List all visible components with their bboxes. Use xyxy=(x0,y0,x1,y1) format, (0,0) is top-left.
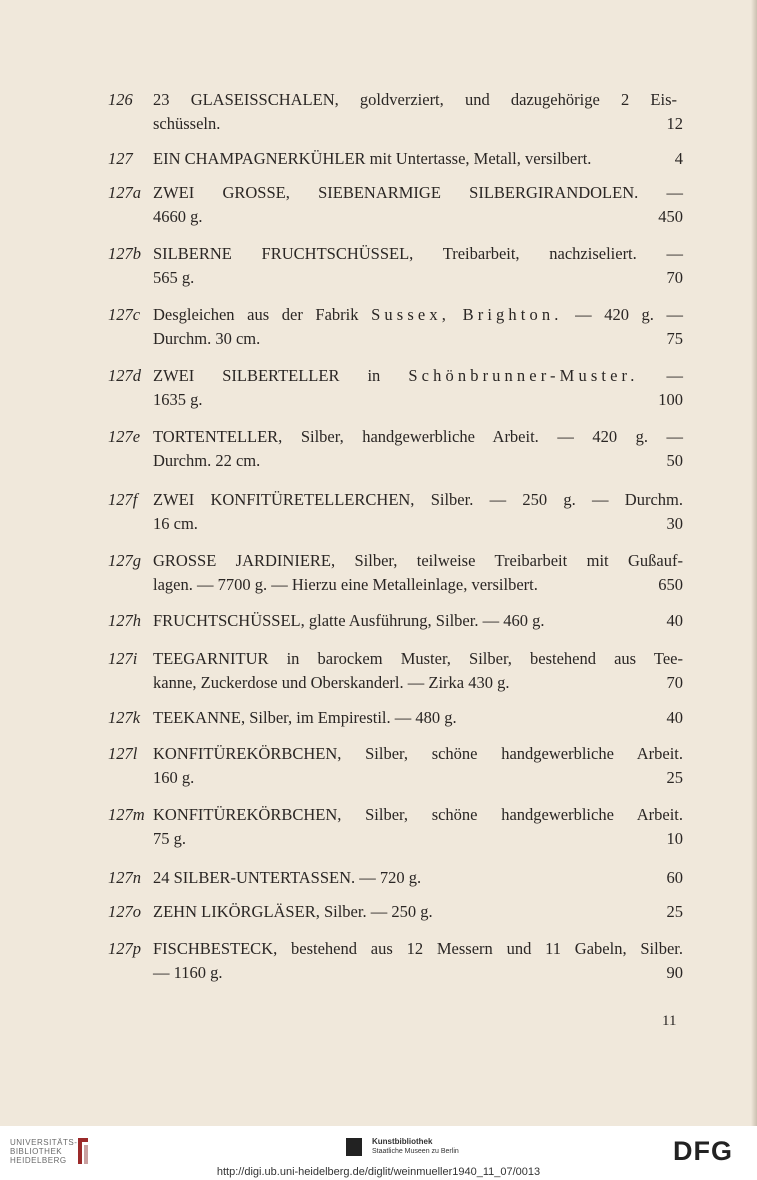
lot-number: 127k xyxy=(108,708,141,727)
entry-text: 23 GLASEISSCHALEN, goldverziert, und dazugehörige 2 Eis- xyxy=(153,90,677,109)
entry-text-continued: 75 g. xyxy=(153,829,186,848)
lot-number: 126 xyxy=(108,90,133,109)
lot-price: 25 xyxy=(666,768,683,787)
lot-price: 450 xyxy=(658,207,683,226)
entry-text xyxy=(153,303,683,327)
catalog-entry-127a xyxy=(108,181,683,229)
entry-text-continued: 160 g. xyxy=(153,768,195,787)
lot-price: 50 xyxy=(666,451,683,470)
spaced-name: Sussex, xyxy=(371,305,450,324)
catalog-entry-127h xyxy=(108,609,683,633)
catalog-entry-127l xyxy=(108,742,683,790)
page-number: 11 xyxy=(662,1013,677,1029)
lot-number: 127d xyxy=(108,366,141,385)
entry-text-continued: Durchm. 22 cm. xyxy=(153,451,261,470)
entry-text-part: — 420 g. — xyxy=(575,305,684,324)
entry-text: ZWEI KONFITÜRETELLERCHEN, Silber. — 250 g. — Durchm. xyxy=(153,490,683,509)
catalog-entry-127m xyxy=(108,803,683,851)
entry-text: FISCHBESTECK, bestehend aus 12 Messern und 11 Gabeln, Silber. xyxy=(153,939,683,958)
lot-number: 127b xyxy=(108,244,141,263)
lot-number: 127 xyxy=(108,149,133,168)
entry-text: TEEGARNITUR in barockem Muster, Silber, bestehend aus Tee- xyxy=(153,649,683,668)
entry-text-part: Desgleichen aus der Fabrik xyxy=(153,305,359,324)
entry-text: 24 SILBER-UNTERTASSEN. — 720 g. xyxy=(153,868,422,887)
lot-price: 650 xyxy=(658,575,683,594)
lot-number: 127f xyxy=(108,490,138,509)
catalog-entry-127f xyxy=(108,488,683,536)
lot-price: 10 xyxy=(666,829,683,848)
entry-text: ZEHN LIKÖRGLÄSER, Silber. — 250 g. xyxy=(153,902,433,921)
lot-number: 127c xyxy=(108,305,141,324)
lot-number: 127e xyxy=(108,427,141,446)
catalog-entry-127b xyxy=(108,242,683,290)
catalog-entry-127i xyxy=(108,647,683,695)
lot-price: 30 xyxy=(666,514,683,533)
entry-text-continued: 16 cm. xyxy=(153,514,198,533)
lot-number: 127l xyxy=(108,744,138,763)
catalog-entry-127k xyxy=(108,706,683,730)
university-logo-icon xyxy=(76,1136,90,1166)
lot-number: 127n xyxy=(108,868,141,887)
lot-price: 60 xyxy=(666,868,683,887)
entry-text-continued: — 1160 g. xyxy=(153,963,223,982)
lot-price: 100 xyxy=(658,390,683,409)
entry-text-continued: schüsseln. xyxy=(153,114,221,133)
entry-text: TORTENTELLER, Silber, handgewerbliche Arbeit. — 420 g. — xyxy=(153,427,683,446)
lot-price: 40 xyxy=(666,708,683,727)
entry-text xyxy=(153,364,683,388)
kb-subtitle: Staatliche Museen zu Berlin xyxy=(372,1148,459,1155)
lot-price: 70 xyxy=(666,673,683,692)
spaced-name: Schönbrunner-Muster. xyxy=(408,366,639,385)
source-url[interactable]: http://digi.ub.uni-heidelberg.de/diglit/weinmueller1940_11_07/0013 xyxy=(216,1166,541,1178)
lot-number: 127m xyxy=(108,805,145,824)
kb-title: Kunstbibliothek xyxy=(372,1137,433,1146)
catalog-entry-127e xyxy=(108,425,683,473)
kunstbibliothek-logo-icon xyxy=(346,1138,362,1156)
entry-text: ZWEI GROSSE, SIEBENARMIGE SILBERGIRANDOLEN. — xyxy=(153,183,683,202)
lot-number: 127o xyxy=(108,902,141,921)
catalog-entry-127d xyxy=(108,364,683,412)
entry-text: KONFITÜREKÖRBCHEN, Silber, schöne handgewerbliche Arbeit. xyxy=(153,744,683,763)
entry-text-continued: 4660 g. xyxy=(153,207,203,226)
lot-number: 127p xyxy=(108,939,141,958)
entry-text: SILBERNE FRUCHTSCHÜSSEL, Treibarbeit, nachziseliert. — xyxy=(153,244,683,263)
entry-text-continued: kanne, Zuckerdose und Oberskanderl. — Zirka 430 g. xyxy=(153,673,510,692)
kunstbibliothek-label xyxy=(372,1137,459,1157)
lot-number: 127h xyxy=(108,611,141,630)
lot-price: 12 xyxy=(666,114,683,133)
catalog-entry-127g xyxy=(108,549,683,597)
lot-price: 40 xyxy=(666,611,683,630)
catalog-entry-126 xyxy=(108,88,683,136)
entry-text: FRUCHTSCHÜSSEL, glatte Ausführung, Silber. — 460 g. xyxy=(153,611,545,630)
lot-price: 4 xyxy=(674,149,683,168)
entry-text: TEEKANNE, Silber, im Empirestil. — 480 g. xyxy=(153,708,457,727)
entry-text: KONFITÜREKÖRBCHEN, Silber, schöne handgewerbliche Arbeit. xyxy=(153,805,683,824)
entry-text: EIN CHAMPAGNERKÜHLER mit Untertasse, Metall, versilbert. xyxy=(153,149,592,168)
viewer-footer xyxy=(0,1126,757,1180)
entry-text-part: — xyxy=(666,366,683,385)
lot-number: 127i xyxy=(108,649,138,668)
entry-text-continued: Durchm. 30 cm. xyxy=(153,329,261,348)
lot-price: 25 xyxy=(666,902,683,921)
lot-price: 70 xyxy=(666,268,683,287)
entry-text-part: ZWEI SILBERTELLER in xyxy=(153,366,381,385)
entry-text: GROSSE JARDINIERE, Silber, teilweise Treibarbeit mit Gußauf- xyxy=(153,551,683,570)
catalog-entry-127p xyxy=(108,937,683,985)
university-library-label: UNIVERSITÄTS- BIBLIOTHEK HEIDELBERG xyxy=(10,1138,78,1165)
catalog-entry-127 xyxy=(108,147,683,171)
dfg-logo: DFG xyxy=(673,1136,733,1166)
lot-number: 127g xyxy=(108,551,141,570)
lot-number: 127a xyxy=(108,183,141,202)
catalog-entry-127c xyxy=(108,303,683,351)
lot-price: 90 xyxy=(666,963,683,982)
spaced-name: Brighton. xyxy=(462,305,563,324)
catalog-entry-127n xyxy=(108,866,683,890)
entry-text-continued: lagen. — 7700 g. — Hierzu eine Metalleinlage, versilbert. xyxy=(153,575,538,594)
entry-text-continued: 1635 g. xyxy=(153,390,203,409)
lot-price: 75 xyxy=(666,329,683,348)
catalog-entry-127o xyxy=(108,900,683,924)
entry-text-continued: 565 g. xyxy=(153,268,195,287)
